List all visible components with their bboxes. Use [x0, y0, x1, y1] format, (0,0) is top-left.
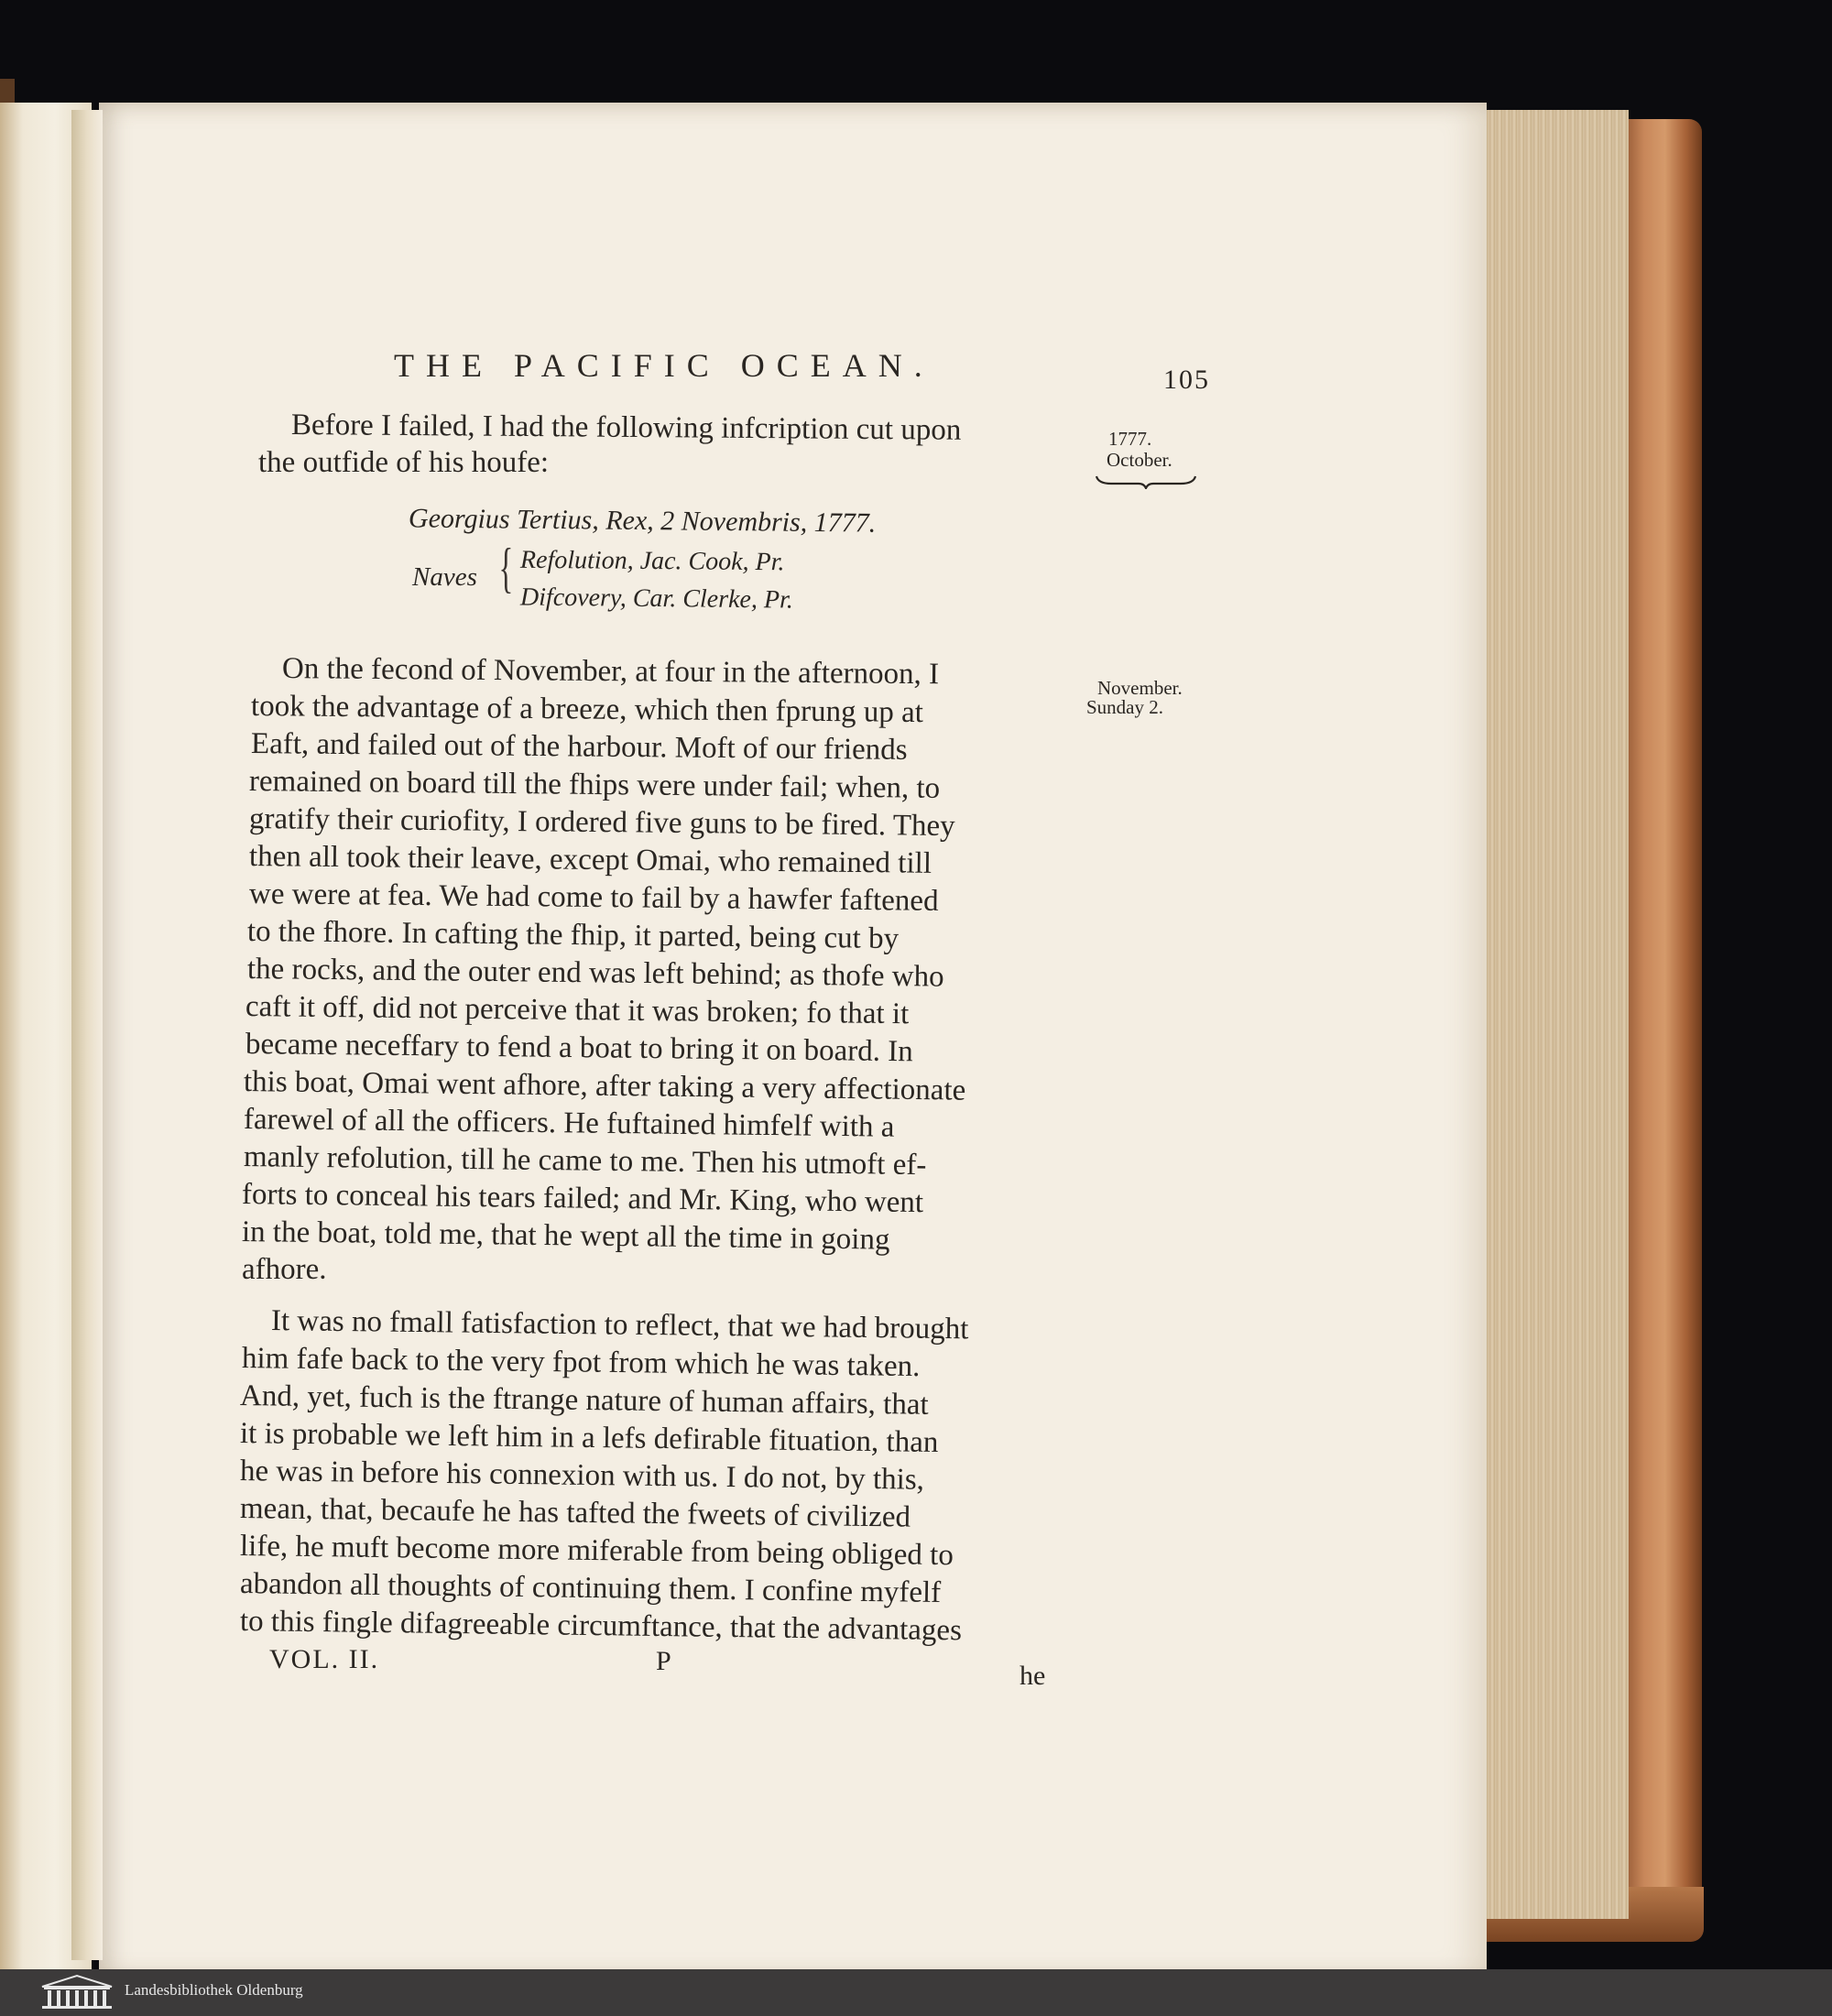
text-line: gratify their curiofity, I ordered five guns to be fired. They — [248, 802, 955, 844]
curly-brace-icon: { — [498, 538, 514, 598]
library-name: Landesbibliothek Oldenburg — [125, 1981, 303, 1999]
inscription-label: Naves — [412, 562, 477, 592]
margin-note-month: October. — [1107, 449, 1172, 471]
text-line: caft it off, did not perceive that it was broken; fo that it — [245, 990, 910, 1031]
text-line: Eaft, and failed out of the harbour. Moft of our friends — [250, 727, 908, 767]
page-number: 105 — [1163, 365, 1210, 395]
text-line: took the advantage of a breeze, which then fprung up at — [250, 690, 924, 730]
text-line: forts to conceal his tears failed; and Mr. King, who went — [241, 1178, 924, 1220]
text-line: manly refolution, till he came to me. Then his utmoft ef- — [243, 1140, 927, 1182]
margin-note-year: 1777. — [1108, 428, 1152, 450]
text-line: On the fecond of November, at four in the afternoon, I — [281, 652, 940, 692]
library-building-icon — [40, 1974, 114, 2011]
inscription-line: Georgius Tertius, Rex, 2 Novembris, 1777. — [408, 503, 877, 539]
text-line: And, yet, fuch is the ftrange nature of human affairs, that — [239, 1379, 929, 1422]
catchword: he — [1020, 1661, 1046, 1691]
text-line: remained on board till the fhips were under fail; when, to — [248, 765, 941, 805]
signature-letter: P — [656, 1646, 671, 1676]
text-line: life, he muft become more miferable from being obliged to — [239, 1530, 954, 1573]
inscription-line: Difcovery, Car. Clerke, Pr. — [519, 583, 794, 615]
text-line: became neceffary to fend a boat to bring it on board. In — [245, 1028, 913, 1069]
text-line: to this fingle difagreeable circumftance, that the advantages — [239, 1605, 963, 1648]
text-line: abandon all thoughts of continuing them. I confine myfelf — [239, 1567, 942, 1610]
volume-signature: VOL. II. — [269, 1644, 380, 1674]
page-block-fore-edge — [1473, 110, 1629, 1919]
text-line: we were at fea. We had come to fail by a hawfer faftened — [248, 877, 939, 918]
text-line: him fafe back to the very fpot from which he was taken. — [241, 1342, 921, 1384]
text-line: then all took their leave, except Omai, who remained till — [248, 840, 932, 880]
text-line: the outfide of his houfe: — [258, 446, 550, 479]
text-line: in the boat, told me, that he wept all the time in going — [241, 1215, 890, 1257]
text-line: the rocks, and the outer end was left behind; as thofe who — [246, 953, 944, 994]
book-cover-edge — [1619, 119, 1702, 1905]
margin-note-date-month: November. — [1097, 677, 1183, 699]
text-line: to the fhore. In cafting the fhip, it parted, being cut by — [246, 915, 900, 956]
text-line: he was in before his connexion with us. I do not, by this, — [239, 1455, 925, 1497]
margin-brace-icon — [1095, 474, 1197, 489]
page-gutter — [71, 110, 103, 1960]
text-line: it is probable we left him in a lefs defirable fituation, than — [239, 1417, 939, 1459]
text-line: mean, that, becaufe he has tafted the fweets of civilized — [239, 1492, 911, 1534]
text-line: farewel of all the officers. He fuftained himfelf with a — [243, 1103, 895, 1144]
running-head: THE PACIFIC OCEAN. — [394, 347, 934, 384]
text-line: afhore. — [242, 1253, 327, 1286]
text-line: this boat, Omai went afhore, after taking a very affectionate — [243, 1065, 966, 1107]
text-line: Before I failed, I had the following infcription cut upon — [290, 409, 962, 447]
margin-note-date-day: Sunday 2. — [1086, 696, 1163, 718]
text-line: It was no fmall fatisfaction to reflect, that we had brought — [270, 1304, 969, 1346]
inscription-line: Refolution, Jac. Cook, Pr. — [519, 545, 785, 577]
